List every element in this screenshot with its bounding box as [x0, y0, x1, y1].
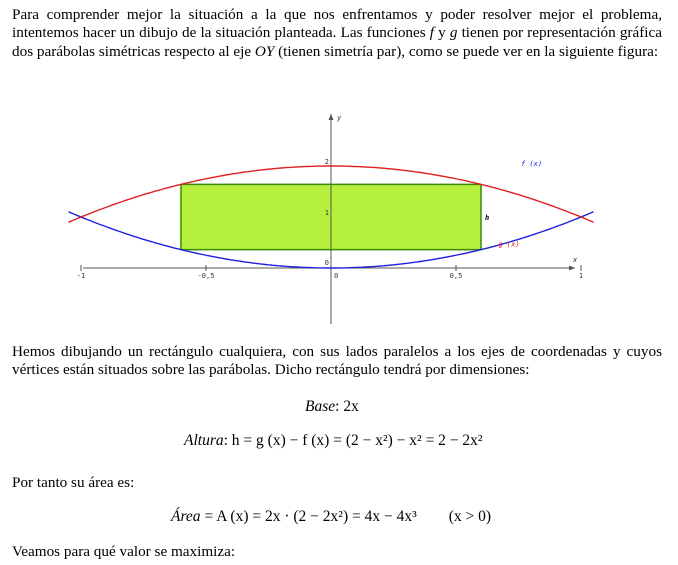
maximize-paragraph: Veamos para qué valor se maximiza:: [12, 543, 236, 560]
y-axis-label: y: [337, 114, 342, 122]
intro-text-4: (tienen simetría par), como se puede ver en la siguiente figura:: [274, 42, 659, 60]
curve-g-label: g (x): [498, 240, 520, 249]
base-expression: : 2x: [335, 398, 359, 415]
base-label: Base: [305, 398, 336, 415]
intro-paragraph: [12, 6, 662, 61]
parabolas-figure: [76, 110, 584, 324]
x-tick-label: -0,5: [197, 272, 215, 280]
intro-text-3: tienen por representación gráfica dos parábolas simétricas respecto al eje: [12, 24, 662, 60]
equation-altura: [184, 432, 483, 450]
area-label: Área: [171, 508, 201, 525]
altura-label: Altura: [184, 432, 224, 449]
x-axis-label: x: [573, 256, 578, 264]
x-tick-label: 0,5: [449, 272, 463, 280]
y-tick-label: 2: [324, 158, 329, 166]
axis-oy-name: OY: [254, 42, 275, 60]
altura-expression: : h = g (x) − f (x) = (2 − x²) − x² = 2 − 2x²: [223, 432, 483, 449]
curve-f-label: f (x): [521, 160, 543, 168]
x-tick-label: 1: [578, 272, 584, 280]
equation-area: [171, 508, 491, 526]
origin-label: 0: [324, 259, 329, 267]
intro-text-2: y: [434, 24, 450, 42]
height-label: h: [485, 214, 490, 222]
rectangle-paragraph: Hemos dibujando un rectángulo cualquiera, con sus lados paralelos a los ejes de coordenadas y cuyos vértices están situados sobre las parábolas. Dicho rectángulo tendrá por dimensiones:: [12, 343, 662, 379]
area-intro-paragraph: Por tanto su área es:: [12, 474, 135, 491]
x-tick-label: -1: [76, 272, 86, 280]
y-axis-arrow: [329, 114, 334, 120]
y-tick-label: 1: [324, 209, 329, 217]
area-condition: (x > 0): [448, 508, 492, 525]
equation-base: [305, 398, 359, 416]
function-g-name: g: [449, 24, 458, 42]
x-tick-label: 0: [334, 272, 339, 280]
area-expression: = A (x) = 2x · (2 − 2x²) = 4x − 4x³: [200, 508, 417, 525]
x-axis-arrow: [569, 266, 575, 271]
function-f-name: f: [429, 24, 435, 42]
intro-text-1: Para comprender mejor la situación a la que nos enfrentamos y poder resolver mejor el problema, intentemos hacer un dibujo de la situación planteada. Las funciones: [12, 6, 662, 42]
